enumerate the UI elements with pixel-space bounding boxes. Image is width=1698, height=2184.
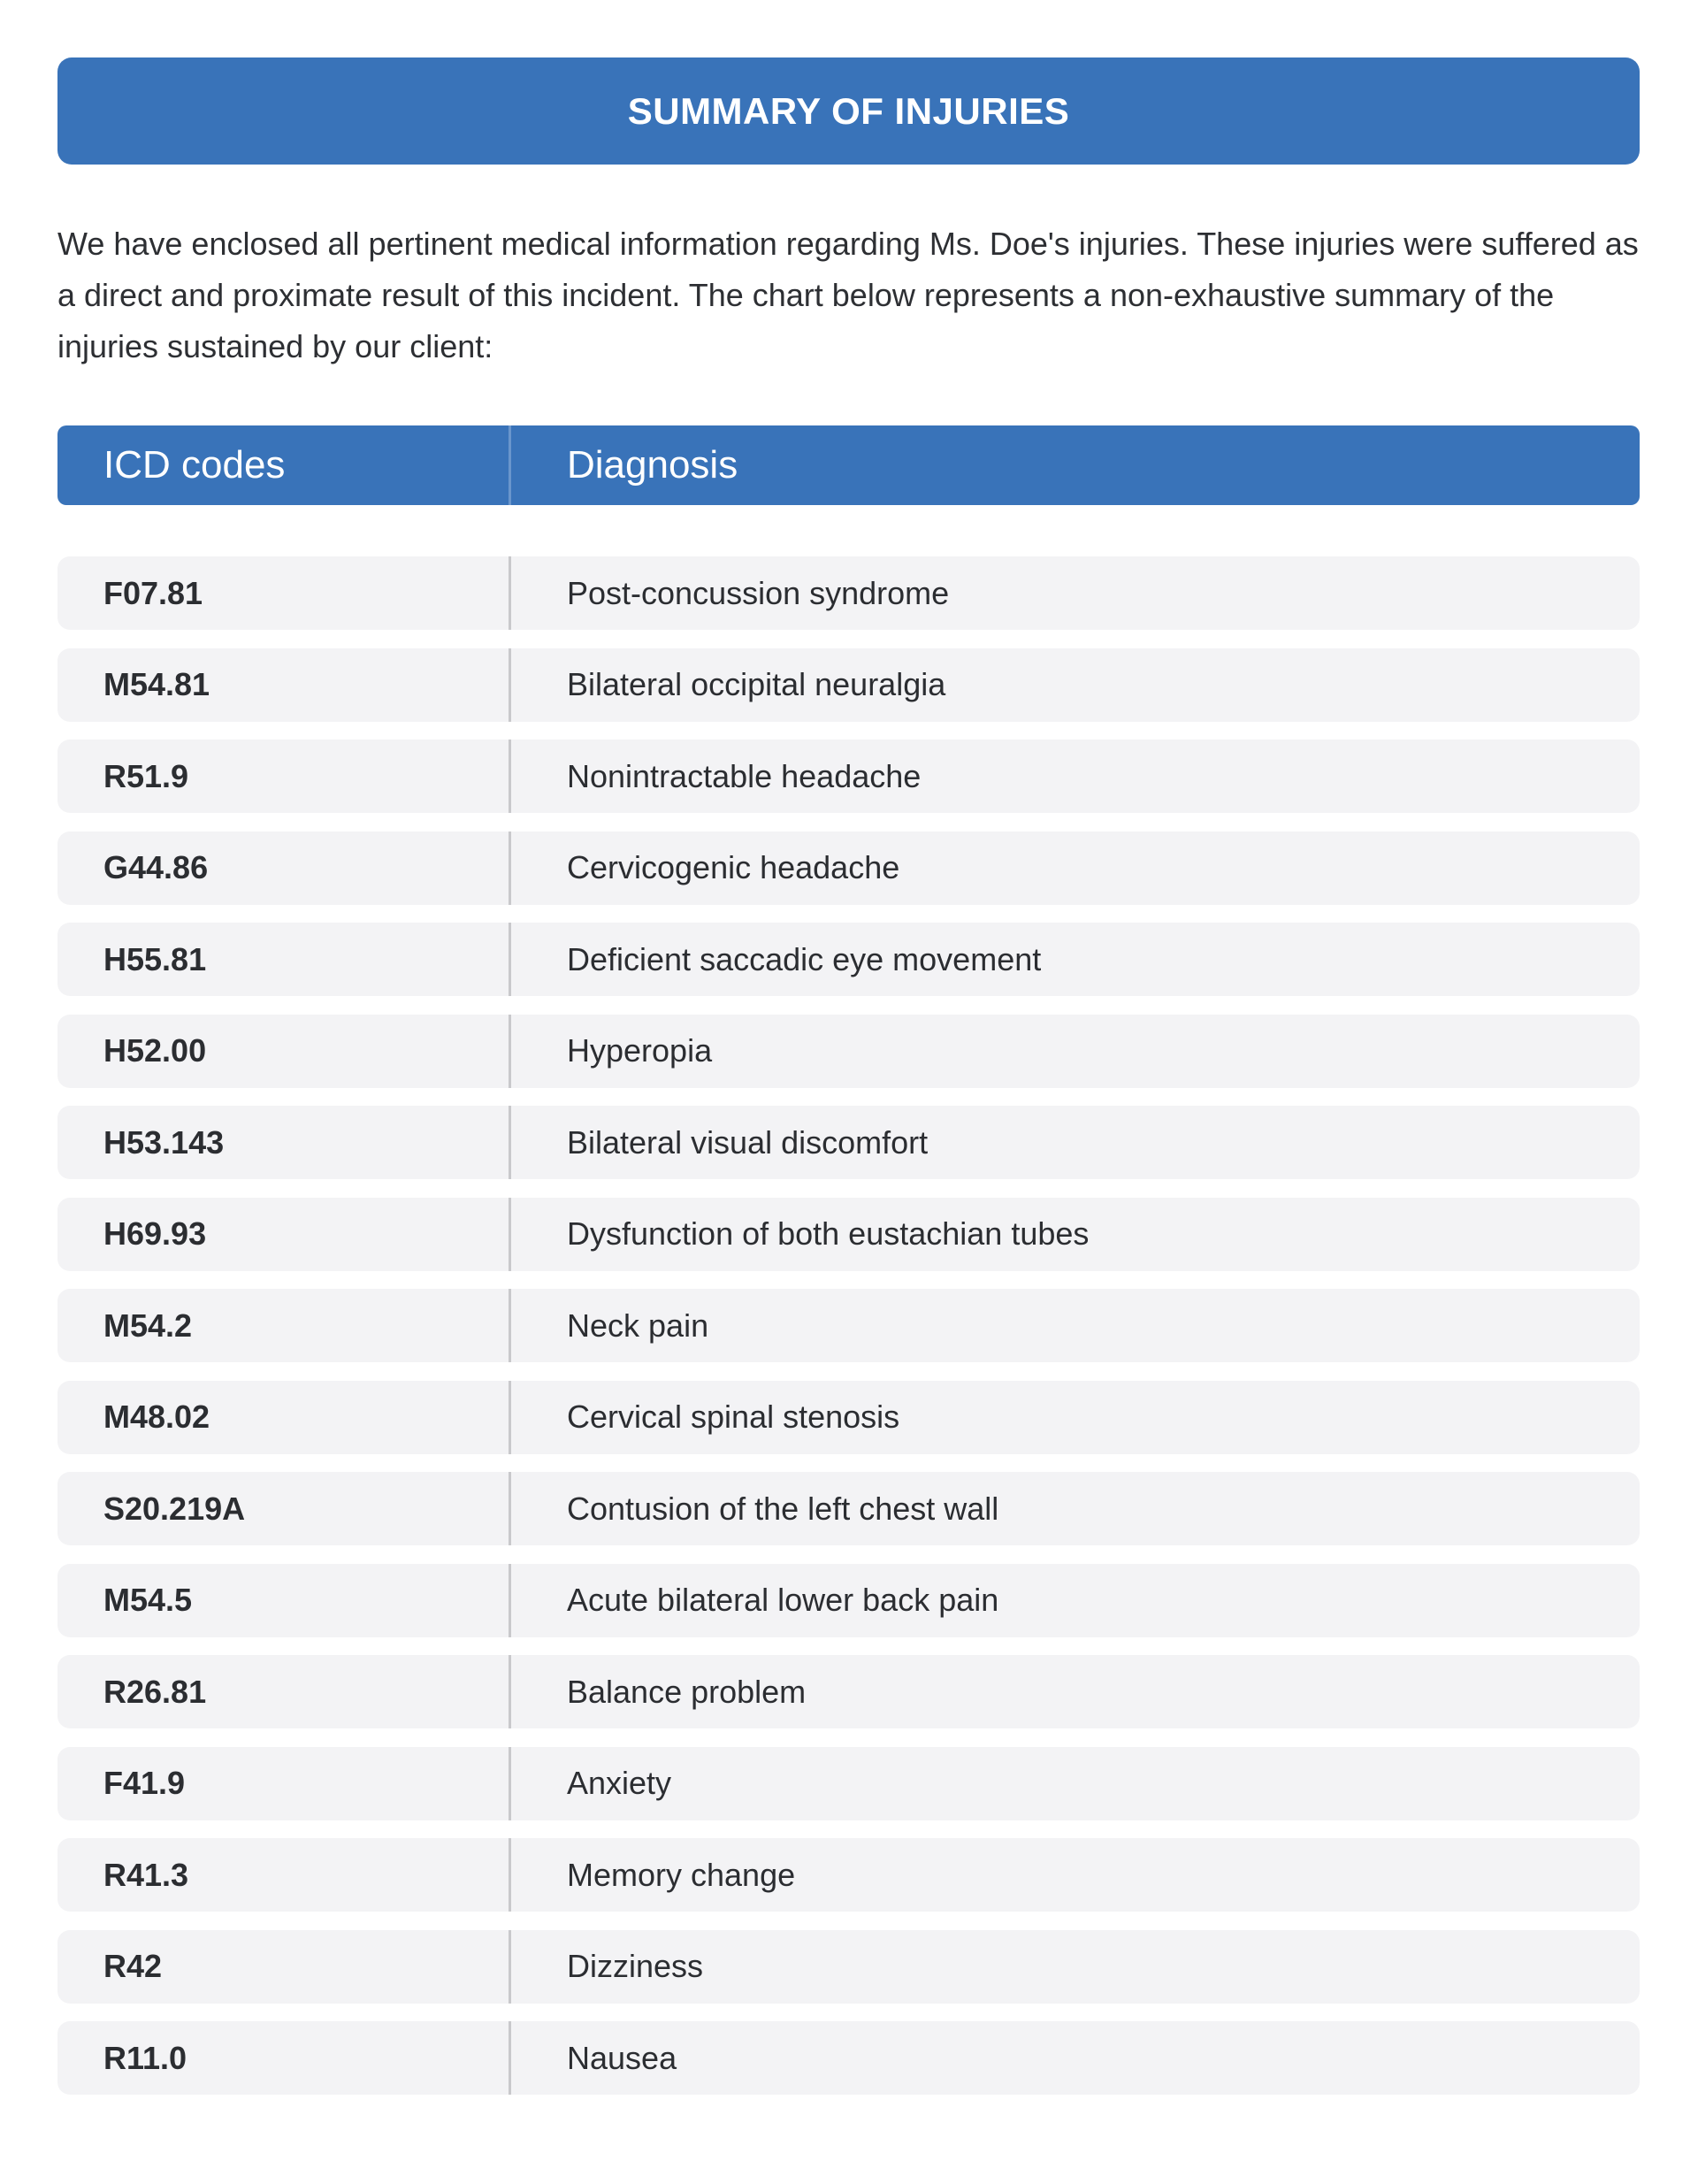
column-header-diagnosis: Diagnosis [567,443,738,487]
icd-code-cell: M54.5 [103,1582,193,1618]
icd-code-cell: H69.93 [103,1215,207,1252]
diagnosis-cell: Cervical spinal stenosis [567,1399,900,1435]
diagnosis-cell: Dysfunction of both eustachian tubes [567,1215,1090,1252]
cell-divider [509,1381,511,1454]
diagnosis-cell: Nonintractable headache [567,757,922,794]
icd-code-cell: R51.9 [103,757,189,794]
table-row [57,1564,1640,1637]
diagnosis-cell: Contusion of the left chest wall [567,1490,999,1527]
icd-code-cell: R26.81 [103,1673,207,1710]
table-row [57,831,1640,905]
cell-divider [509,739,511,813]
cell-divider [509,1289,511,1362]
icd-code-cell: F07.81 [103,574,203,611]
diagnosis-cell: Bilateral occipital neuralgia [567,666,946,702]
diagnosis-cell: Balance problem [567,1673,807,1710]
cell-divider [509,1198,511,1271]
diagnosis-cell: Acute bilateral lower back pain [567,1582,999,1618]
table-row [57,556,1640,630]
diagnosis-cell: Memory change [567,1856,796,1893]
table-row [57,1838,1640,1912]
icd-code-cell: F41.9 [103,1765,186,1801]
icd-code-cell: H53.143 [103,1123,225,1161]
cell-divider [509,831,511,905]
cell-divider [509,1655,511,1728]
document-page [57,57,1640,2095]
icd-code-cell: R11.0 [103,2039,187,2076]
icd-code-cell: R42 [103,1948,163,1984]
table-row [57,1747,1640,1820]
diagnosis-cell: Hyperopia [567,1032,713,1069]
icd-code-cell: S20.219A [103,1490,246,1527]
column-divider [509,425,511,505]
cell-divider [509,1472,511,1545]
diagnosis-cell: Deficient saccadic eye movement [567,940,1042,977]
table-header [57,425,1640,505]
icd-code-cell: M54.81 [103,666,210,702]
diagnosis-cell: Dizziness [567,1948,704,1984]
table-row [57,2021,1640,2095]
column-header-icd-codes: ICD codes [103,443,286,487]
cell-divider [509,1564,511,1637]
intro-paragraph: We have enclosed all pertinent medical information regarding Ms. Doe's injuries. These injuries were suffered as a direct and proximate result of this incident. The chart below represents a non-exhaustive summary of the injuries sustained by our client: [57,226,1639,364]
table-row [57,1381,1640,1454]
icd-code-cell: H55.81 [103,940,207,977]
page-title: SUMMARY OF INJURIES [627,89,1070,132]
table-row [57,739,1640,813]
table-row [57,1472,1640,1545]
diagnosis-cell: Bilateral visual discomfort [567,1123,929,1161]
table-row [57,648,1640,722]
icd-code-cell: G44.86 [103,849,209,885]
cell-divider [509,2021,511,2095]
table-row [57,1198,1640,1271]
table-row [57,1930,1640,2004]
cell-divider [509,648,511,722]
diagnosis-cell: Anxiety [567,1765,672,1801]
icd-code-cell: H52.00 [103,1032,207,1069]
table-row [57,1655,1640,1728]
title-banner [57,57,1640,165]
cell-divider [509,1015,511,1088]
icd-code-cell: M54.2 [103,1307,193,1344]
diagnosis-cell: Cervicogenic headache [567,849,900,885]
cell-divider [509,1106,511,1179]
table-row [57,1106,1640,1179]
cell-divider [509,1930,511,2004]
cell-divider [509,556,511,630]
diagnosis-cell: Post-concussion syndrome [567,574,950,611]
table-body [57,556,1640,2095]
cell-divider [509,1747,511,1820]
icd-code-cell: R41.3 [103,1856,189,1893]
diagnosis-cell: Nausea [567,2039,677,2076]
diagnosis-cell: Neck pain [567,1307,709,1344]
table-row [57,1015,1640,1088]
table-row [57,923,1640,996]
cell-divider [509,1838,511,1912]
cell-divider [509,923,511,996]
table-row [57,1289,1640,1362]
icd-code-cell: M48.02 [103,1399,210,1435]
